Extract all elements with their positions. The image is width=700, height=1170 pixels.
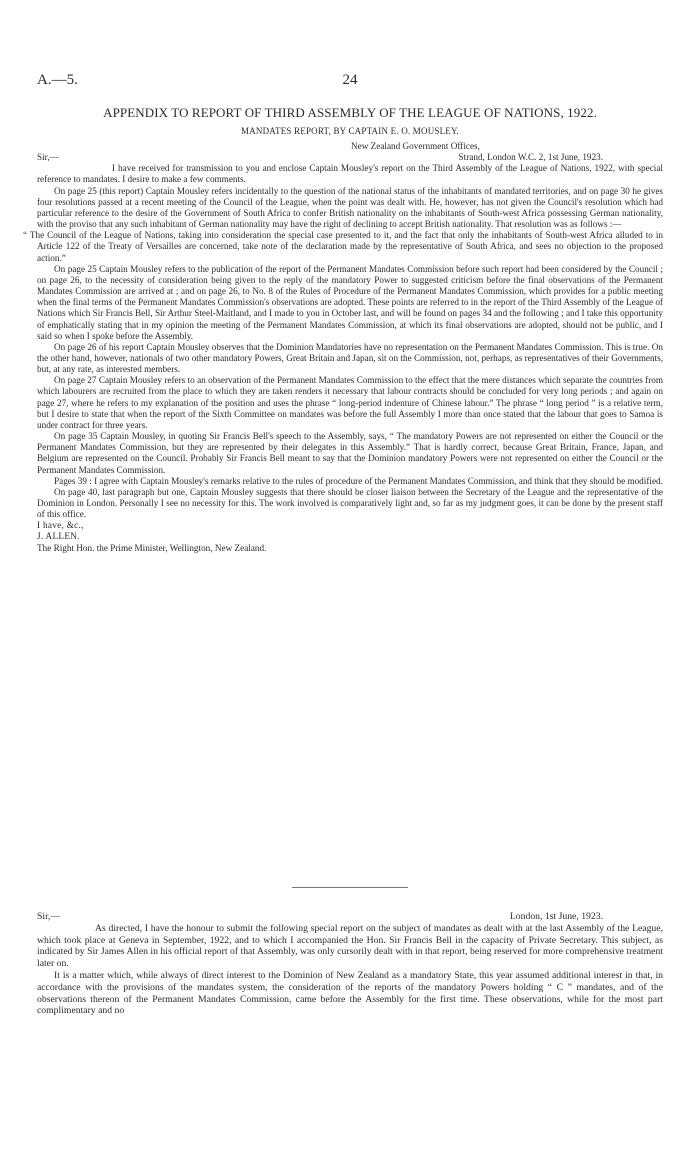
letter-paragraph: Pages 39 : I agree with Captain Mousley's remarks relative to the rules of procedure of the Permanent Mandates Commission, and think that they should be modified.: [54, 475, 663, 486]
letter-paragraph: On page 40, last paragraph but one, Captain Mousley suggests that there should be closer liaison between the Secretary of the League and the representative of the Dominion in London. Personally I see no necessity for this. The work involved is comparatively light and, so far as my judgment goes, it can be done by the present staff of this office.: [37, 486, 663, 520]
page-number: 24: [342, 72, 358, 88]
letter2-salutation: Sir,—: [37, 911, 61, 922]
letter2-salutation-row: [37, 911, 663, 923]
letter-paragraph: On page 26 of his report Captain Mousley observes that the Dominion Mandatories have no representation on the Permanent Mandates Commission. This is true. On the other hand, however, nationals of two other mandatory Powers, Great Britain and Japan, sit on the Commission, not, perhaps, as representatives of their Governments, but, at any rate, as interested members.: [37, 341, 663, 375]
letter-paragraph: On page 35 Captain Mousley, in quoting Sir Francis Bell's speech to the Assembly, says, “ The mandatory Powers are not represented on either the Council or the Permanent Mandates Commission, but they are represented by their delegates in this Assembly.” That is hardly correct, because Great Britain, France, Japan, and Belgium are represented on the Council. Probably Sir Francis Bell meant to say that the Dominion mandatory Powers were not represented on either the Council or the Permanent Mandates Commission.: [37, 431, 663, 475]
page-title: APPENDIX TO REPORT OF THIRD ASSEMBLY OF THE LEAGUE OF NATIONS, 1922.: [103, 105, 597, 120]
council-resolution-quote: “ The Council of the League of Nations, taking into consideration the special case presented to it, and the fact that only the inhabitants of South-west Africa alluded to in Article 122 of the Treaty of Versailles are concerned, take note of the declaration made by the representative of South Africa, and sees no objection to the proposed action.”: [23, 230, 663, 263]
letter2-place-date: London, 1st June, 1923.: [509, 911, 603, 922]
complimentary-close: [37, 520, 663, 531]
letter2-paragraph: It is a matter which, while always of direct interest to the Dominion of New Zealand as a mandatory State, this year assumed additional interest in that, in accordance with the provisions of the mandates system, the consideration of the reports of the mandatory Powers holding “ C ” mandates, and of the observations thereon of the Permanent Mandates Commission, came before the Assembly for the first time. These observations, while for the most part complimentary and no: [37, 969, 663, 1017]
section-divider: [292, 887, 408, 888]
letter-salutation: Sir,—: [37, 152, 59, 163]
letter2-paragraph: As directed, I have the honour to submit the following special report on the subject of mandates as dealt with at the last Assembly of the League, which took place at Geneva in September, 1922, and to which I accompanied the Hon. Sir Francis Bell in the capacity of Private Secretary. This subject, as indicated by Sir James Allen in his official report of that Assembly, was only cursorily dealt with in that report, being reserved for more comprehensive treatment later on.: [37, 922, 663, 970]
signature: J. ALLEN.: [37, 531, 80, 542]
document-reference: A.—5.: [37, 72, 78, 88]
page-header: [0, 72, 700, 92]
letter-mousley: [37, 911, 663, 1017]
complimentary-close-text: I have, &c.,: [37, 520, 84, 531]
letter-address-line-1: New Zealand Government Offices,: [351, 141, 480, 151]
letter-address-line-2: Strand, London W.C. 2, 1st June, 1923.: [458, 152, 603, 163]
letter-paragraph: On page 25 Captain Mousley refers to the publication of the report of the Permanent Mandates Commission before such report had been considered by the Council ; on page 26, to the necessity of consideration being given to the reply of the mandatory Power to suggested criticism before the final observations of the Permanent Mandates Commission are arrived at ; and on page 26, to No. 8 of the Rules of Procedure of the Permanent Mandates Commission, which provides for a public meeting when the final terms of the Permanent Mandates Commission's observations are adopted. These points are referred to in the report of the Third Assembly of the League of Nations which Sir Francis Bell, Sir Arthur Steel-Maitland, and I made to you in October last, and will be found on pages 34 and the following ; and I take this opportunity of emphatically stating that in my opinion the meeting of the Permanent Mandates Commission, at which its final observations are adopted, should not be public, and I said so when I spoke before the Assembly.: [37, 263, 663, 341]
letter-allen: [23, 141, 663, 554]
letter-salutation-row: [37, 152, 663, 163]
letter-paragraph: I have received for transmission to you and enclose Captain Mousley's report on the Third Assembly of the League of Nations, 1922, with special reference to mandates. I desire to make a few comments.: [37, 163, 663, 185]
letter-paragraph: On page 25 (this report) Captain Mousley refers incidentally to the question of the national status of the inhabitants of mandated territories, and on page 30 he gives four resolutions passed at a recent meeting of the Council of the League, when the point was dealt with. He, however, has not given the Council's resolution which had particular reference to the desire of the Government of South Africa to confer British nationality on the inhabitants of South-west Africa possessing German nationality, with the proviso that any such inhabitant of German nationality may have the right of declining to accept British nationality. That resolution was as follows :—: [37, 185, 663, 230]
letter-addressee: The Right Hon. the Prime Minister, Wellington, New Zealand.: [37, 542, 267, 553]
letter-paragraph: On page 27 Captain Mousley refers to an observation of the Permanent Mandates Commission to the effect that the mere distances which separate the countries from which labourers are recruited from the place to which they are taken renders it necessary that labour contracts should be concluded for very long periods ; and again on page 27, where he refers to my explanation of the position and uses the phrase “ long-period indenture of Chinese labour.” The phrase “ long period ” is a relative term, but I desire to state that when the report of the Sixth Committee on mandates was before the full Assembly I more than once stated that the labour that goes to Samoa is under contract for three years.: [37, 375, 663, 430]
page-subtitle: MANDATES REPORT, BY CAPTAIN E. O. MOUSLEY.: [241, 126, 459, 136]
